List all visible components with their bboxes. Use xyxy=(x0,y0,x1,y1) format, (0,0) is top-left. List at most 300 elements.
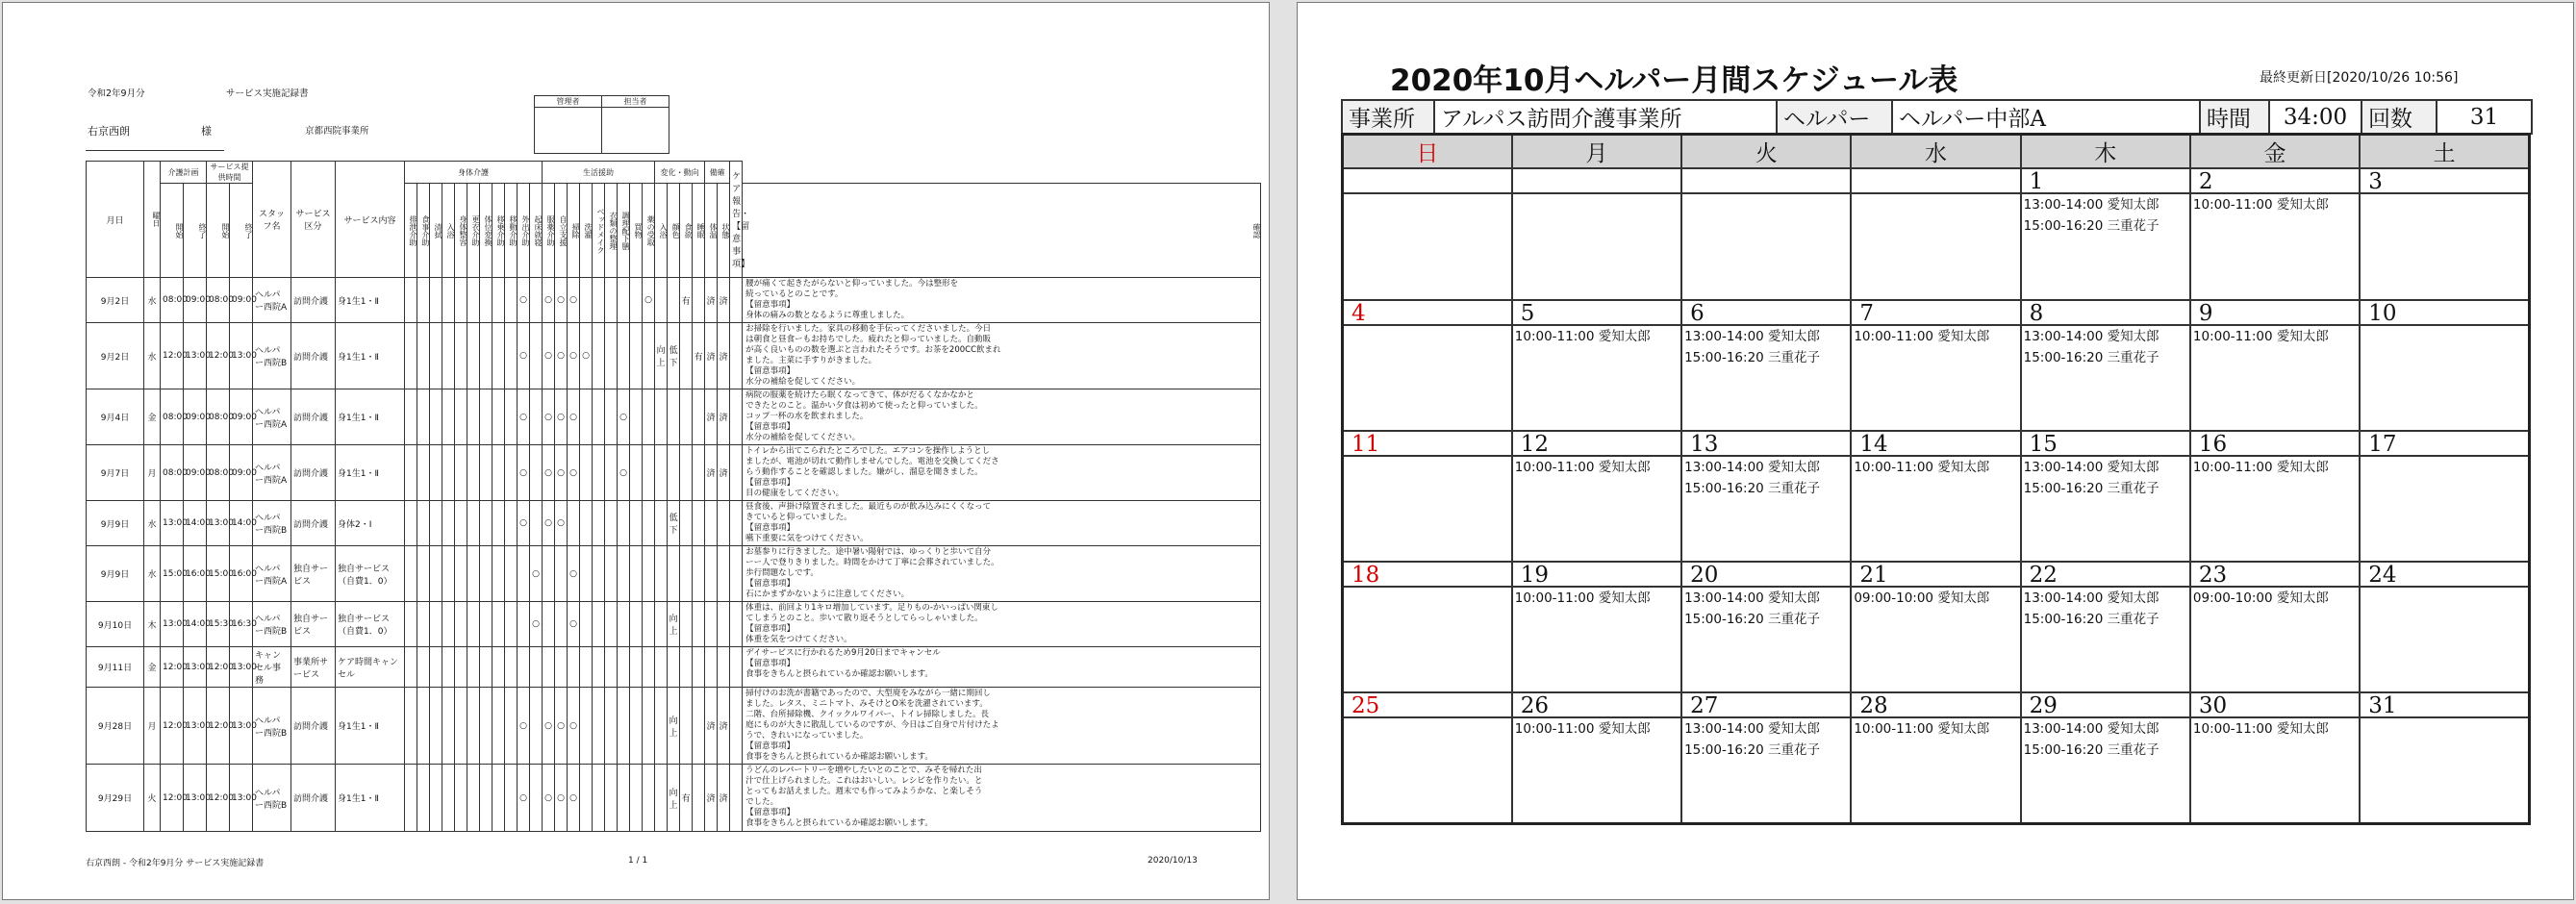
visit-entry[interactable]: 15:00-16:20 三重花子 xyxy=(1684,742,1821,758)
visit-entry[interactable]: 13:00-14:00 愛知太郎 xyxy=(1684,721,1821,737)
day-number: 24 xyxy=(2361,563,2528,588)
record-weekday: 水 xyxy=(144,546,161,602)
record-check-cell xyxy=(405,602,417,647)
record-check-cell: 有 xyxy=(693,323,705,389)
record-check-cell xyxy=(455,765,467,832)
record-check-cell xyxy=(455,501,467,546)
visit-entry[interactable]: 13:00-14:00 愛知太郎 xyxy=(2023,590,2159,606)
record-check-cell xyxy=(618,765,630,832)
record-check-cell xyxy=(655,278,668,323)
visit-entry[interactable]: 15:00-16:20 三重花子 xyxy=(2023,481,2159,496)
check-col-header: 入浴 xyxy=(442,184,455,278)
last-updated: 最終更新日[2020/10/26 10:56] xyxy=(2260,70,2459,86)
day-number: 6 xyxy=(1682,301,1850,326)
record-check-cell xyxy=(593,278,605,323)
record-check-cell: ○ xyxy=(568,546,580,602)
record-check-cell xyxy=(605,445,618,501)
office-value: アルパス訪問介護事業所 xyxy=(1434,100,1777,134)
record-check-cell: ○ xyxy=(543,323,555,389)
record-check-cell: ○ xyxy=(618,389,630,445)
visit-entry[interactable]: 10:00-11:00 愛知太郎 xyxy=(2192,460,2329,475)
day-number xyxy=(1682,169,1850,194)
record-row xyxy=(87,765,1261,832)
record-staff: ヘルパー西院B xyxy=(253,602,291,647)
record-check-cell: ○ xyxy=(518,445,530,501)
stamp-cell-manager[interactable] xyxy=(535,108,602,154)
calendar-day-cell[interactable] xyxy=(2021,431,2190,562)
record-service-content: 身1生1・Ⅱ xyxy=(336,445,405,501)
calendar-day-cell[interactable] xyxy=(1851,168,2020,300)
record-service-type: 訪問介護 xyxy=(291,501,336,546)
record-check-cell xyxy=(442,546,455,602)
record-check-cell xyxy=(655,602,668,647)
record-check-cell: ○ xyxy=(543,445,555,501)
check-col-header: 入浴 xyxy=(655,184,668,278)
office-name: 京都西院事業所 xyxy=(305,126,369,137)
day-number xyxy=(1852,169,2019,194)
weekday-fri: 金 xyxy=(2190,135,2360,169)
record-plan-end: 09:00 xyxy=(184,445,207,501)
record-actual-end: 16:00 xyxy=(230,546,253,602)
record-plan-start: 08:00 xyxy=(161,389,184,445)
record-weekday: 水 xyxy=(144,278,161,323)
record-check-cell: 向上 xyxy=(668,688,680,765)
record-check-cell: ○ xyxy=(568,389,580,445)
record-actual-end: 13:00 xyxy=(230,647,253,688)
count-value: 31 xyxy=(2437,100,2532,134)
record-check-cell: 済 xyxy=(705,445,718,501)
calendar-day-cell[interactable] xyxy=(1851,692,2020,823)
col-plan-start: 開始 xyxy=(161,184,184,278)
group-change: 変化・動向 xyxy=(655,162,705,184)
record-check-cell xyxy=(568,501,580,546)
day-number xyxy=(1344,169,1511,194)
record-plan-end: 13:00 xyxy=(184,647,207,688)
record-check-cell xyxy=(680,602,693,647)
calendar-day-cell[interactable] xyxy=(1512,431,1681,562)
visit-entry[interactable]: 13:00-14:00 愛知太郎 xyxy=(1684,329,1821,344)
calendar-day-cell[interactable] xyxy=(2190,168,2360,300)
col-service-type: サービス区分 xyxy=(291,162,336,278)
record-check-cell xyxy=(417,602,430,647)
day-number: 1 xyxy=(2022,169,2189,194)
record-check-cell xyxy=(605,602,618,647)
record-actual-end: 14:00 xyxy=(230,501,253,546)
record-check-cell xyxy=(417,765,430,832)
record-check-cell xyxy=(405,501,417,546)
record-plan-end: 14:00 xyxy=(184,602,207,647)
group-confirm: 備確 xyxy=(705,162,730,184)
record-check-cell xyxy=(718,501,730,546)
record-check-cell xyxy=(467,647,480,688)
record-check-cell xyxy=(593,445,605,501)
record-check-cell: 済 xyxy=(705,278,718,323)
calendar-day-cell[interactable] xyxy=(2021,300,2190,431)
group-life-support: 生活援助 xyxy=(543,162,655,184)
record-actual-end: 09:00 xyxy=(230,278,253,323)
record-actual-start: 08:00 xyxy=(207,278,230,323)
record-check-cell: 済 xyxy=(718,765,730,832)
day-number: 2 xyxy=(2191,169,2359,194)
calendar-day-cell[interactable] xyxy=(1851,562,2020,692)
calendar-day-cell[interactable] xyxy=(2190,431,2360,562)
col-actual-start: 開始 xyxy=(207,184,230,278)
record-check-cell xyxy=(730,546,743,602)
record-check-cell: 済 xyxy=(718,445,730,501)
check-col-header: 薬の受取 xyxy=(643,184,655,278)
visit-entry[interactable]: 10:00-11:00 愛知太郎 xyxy=(1514,460,1651,475)
calendar-day-cell[interactable] xyxy=(1681,300,1851,431)
visit-entry[interactable]: 10:00-11:00 愛知太郎 xyxy=(2192,197,2329,213)
visit-entry[interactable]: 15:00-16:20 三重花子 xyxy=(2023,350,2159,365)
day-number: 27 xyxy=(1682,693,1850,718)
record-check-cell xyxy=(417,647,430,688)
calendar-day-cell[interactable] xyxy=(1681,562,1851,692)
calendar-day-cell[interactable] xyxy=(1343,562,1512,692)
record-check-cell: ○ xyxy=(555,278,568,323)
day-number: 5 xyxy=(1513,301,1680,326)
record-check-cell xyxy=(605,389,618,445)
record-check-cell xyxy=(718,546,730,602)
day-number: 14 xyxy=(1852,432,2019,457)
record-check-cell: 済 xyxy=(718,278,730,323)
record-check-cell: ○ xyxy=(555,688,568,765)
footer-page: 1 / 1 xyxy=(628,856,648,866)
visit-entry[interactable]: 15:00-16:20 三重花子 xyxy=(2023,218,2159,234)
record-check-cell xyxy=(455,389,467,445)
record-check-cell xyxy=(405,445,417,501)
office-label: 事業所 xyxy=(1342,100,1434,134)
record-check-cell xyxy=(555,546,568,602)
record-care-report: お掃除を行いました。家具の移動を手伝ってくださいました。今日 は朝食と昼食ーもお持ちでした。疲れたと仰っていました。自動販 が高く良いものの数を選ぶと言われたそうです。お茶を200CC飲まれ ました。主菜に手すりがきました。 【留意事項】 水分の補給を促してください。 xyxy=(743,323,1261,389)
record-check-cell: ○ xyxy=(555,501,568,546)
visit-entry[interactable]: 13:00-14:00 愛知太郎 xyxy=(1684,460,1821,475)
record-date: 9月9日 xyxy=(87,501,144,546)
record-check-cell xyxy=(518,546,530,602)
check-col-header: 起床就寝 xyxy=(530,184,543,278)
record-check-cell: ○ xyxy=(555,765,568,832)
calendar-day-cell[interactable] xyxy=(1343,168,1512,300)
record-check-cell xyxy=(643,501,655,546)
record-row xyxy=(87,602,1261,647)
record-actual-end: 09:00 xyxy=(230,445,253,501)
record-check-cell xyxy=(417,501,430,546)
record-check-cell xyxy=(430,546,442,602)
calendar-day-cell[interactable] xyxy=(2360,300,2529,431)
visit-entry[interactable]: 09:00-10:00 愛知太郎 xyxy=(1854,590,1990,606)
record-check-cell xyxy=(693,647,705,688)
record-check-cell xyxy=(730,688,743,765)
record-check-cell xyxy=(430,765,442,832)
record-plan-end: 13:00 xyxy=(184,323,207,389)
record-check-cell xyxy=(630,501,643,546)
record-check-cell xyxy=(605,501,618,546)
record-check-cell xyxy=(530,647,543,688)
record-check-cell xyxy=(580,445,593,501)
check-col-header: 体温 xyxy=(705,184,718,278)
record-check-cell xyxy=(668,647,680,688)
record-check-cell xyxy=(530,389,543,445)
calendar-day-cell[interactable] xyxy=(2190,300,2360,431)
footer-title: 右京西朗 - 令和2年9月分 サービス実施記録書 xyxy=(86,859,265,868)
record-check-cell xyxy=(518,647,530,688)
record-staff: ヘルパー西院A xyxy=(253,445,291,501)
record-check-cell: 済 xyxy=(705,765,718,832)
helper-label: ヘルパー xyxy=(1777,100,1892,134)
record-check-cell xyxy=(430,647,442,688)
day-number: 23 xyxy=(2191,563,2359,588)
visit-entry[interactable]: 10:00-11:00 愛知太郎 xyxy=(1854,721,1990,737)
record-check-cell xyxy=(605,647,618,688)
record-check-cell: ○ xyxy=(568,445,580,501)
calendar-day-cell[interactable] xyxy=(1681,431,1851,562)
group-actual: サービス提供時間 xyxy=(207,162,253,184)
record-check-cell xyxy=(430,389,442,445)
visit-entry[interactable]: 13:00-14:00 愛知太郎 xyxy=(2023,329,2159,344)
record-check-cell: ○ xyxy=(518,389,530,445)
visit-entry[interactable]: 10:00-11:00 愛知太郎 xyxy=(2192,329,2329,344)
record-staff: ヘルパー西院B xyxy=(253,501,291,546)
calendar-day-cell[interactable] xyxy=(2360,562,2529,692)
col-weekday: 曜日 xyxy=(144,162,161,278)
calendar-day-cell[interactable] xyxy=(1343,431,1512,562)
day-number: 21 xyxy=(1852,563,2019,588)
record-check-cell xyxy=(442,501,455,546)
calendar-day-cell[interactable] xyxy=(2021,562,2190,692)
calendar-day-cell[interactable] xyxy=(1851,431,2020,562)
record-check-cell xyxy=(442,278,455,323)
visit-entry[interactable]: 13:00-14:00 愛知太郎 xyxy=(1684,590,1821,606)
check-col-header: 調理配下膳 xyxy=(618,184,630,278)
calendar-day-cell[interactable] xyxy=(1512,562,1681,692)
calendar-day-cell[interactable] xyxy=(2360,168,2529,300)
calendar-day-cell[interactable] xyxy=(2190,562,2360,692)
record-check-cell xyxy=(405,389,417,445)
record-check-cell: 済 xyxy=(718,323,730,389)
calendar-day-cell[interactable] xyxy=(2360,431,2529,562)
record-check-cell xyxy=(455,647,467,688)
record-check-cell xyxy=(530,688,543,765)
day-number: 9 xyxy=(2191,301,2359,326)
calendar-day-cell[interactable] xyxy=(1851,300,2020,431)
visit-entry[interactable]: 10:00-11:00 愛知太郎 xyxy=(1514,329,1651,344)
record-check-cell xyxy=(492,278,505,323)
day-number: 18 xyxy=(1344,563,1511,588)
record-check-cell xyxy=(467,278,480,323)
record-check-cell xyxy=(505,501,518,546)
calendar-day-cell[interactable] xyxy=(1343,692,1512,823)
record-check-cell xyxy=(593,389,605,445)
calendar-day-cell[interactable] xyxy=(1512,692,1681,823)
record-check-cell xyxy=(417,445,430,501)
record-check-cell: 有 xyxy=(680,765,693,832)
record-check-cell: 済 xyxy=(705,688,718,765)
record-check-cell xyxy=(618,602,630,647)
visit-entry[interactable]: 15:00-16:20 三重花子 xyxy=(1684,481,1821,496)
record-plan-start: 13:00 xyxy=(161,602,184,647)
calendar-week xyxy=(1343,168,2530,300)
record-check-cell xyxy=(643,323,655,389)
record-check-cell xyxy=(693,445,705,501)
record-check-cell xyxy=(593,501,605,546)
record-plan-start: 12:00 xyxy=(161,323,184,389)
record-check-cell xyxy=(693,765,705,832)
day-number xyxy=(1513,169,1680,194)
record-check-cell xyxy=(467,389,480,445)
day-number: 20 xyxy=(1682,563,1850,588)
calendar-week xyxy=(1343,300,2530,431)
record-check-cell xyxy=(618,323,630,389)
record-check-cell: ○ xyxy=(580,323,593,389)
record-service-content: 独自サービス（自費1．0） xyxy=(336,546,405,602)
calendar-day-cell[interactable] xyxy=(1681,692,1851,823)
record-check-cell xyxy=(680,445,693,501)
record-check-cell xyxy=(505,688,518,765)
record-check-cell: ○ xyxy=(518,765,530,832)
calendar-day-cell[interactable] xyxy=(1512,300,1681,431)
record-check-cell xyxy=(630,602,643,647)
record-check-cell xyxy=(605,323,618,389)
record-check-cell: 向上 xyxy=(668,765,680,832)
record-check-cell xyxy=(455,602,467,647)
calendar-day-cell[interactable] xyxy=(2021,168,2190,300)
record-check-cell xyxy=(605,546,618,602)
record-date: 9月28日 xyxy=(87,688,144,765)
record-check-cell xyxy=(655,765,668,832)
day-number: 30 xyxy=(2191,693,2359,718)
record-check-cell xyxy=(555,602,568,647)
check-col-header: 体位変換 xyxy=(480,184,492,278)
record-check-cell xyxy=(417,688,430,765)
record-service-type: 独自サービス xyxy=(291,602,336,647)
record-check-cell xyxy=(618,278,630,323)
record-check-cell xyxy=(480,688,492,765)
record-check-cell xyxy=(693,389,705,445)
visit-entry[interactable]: 13:00-14:00 愛知太郎 xyxy=(2023,197,2159,213)
visit-entry[interactable]: 15:00-16:20 三重花子 xyxy=(2023,612,2159,627)
visit-entry[interactable]: 10:00-11:00 愛知太郎 xyxy=(1854,329,1990,344)
record-check-cell: ○ xyxy=(543,765,555,832)
record-check-cell xyxy=(492,688,505,765)
day-number: 19 xyxy=(1513,563,1680,588)
check-col-header: 外出介助 xyxy=(518,184,530,278)
record-service-content: 身1生1・Ⅱ xyxy=(336,389,405,445)
day-number: 12 xyxy=(1513,432,1680,457)
record-check-cell xyxy=(492,501,505,546)
day-number: 3 xyxy=(2361,169,2528,194)
check-col-header: 買物 xyxy=(630,184,643,278)
calendar-week xyxy=(1343,692,2530,823)
record-service-content: 身体2・Ⅰ xyxy=(336,501,405,546)
calendar-day-cell[interactable] xyxy=(2190,692,2360,823)
col-service-content: サービス内容 xyxy=(336,162,405,278)
record-check-cell xyxy=(530,445,543,501)
record-check-cell xyxy=(705,647,718,688)
record-check-cell xyxy=(442,765,455,832)
record-plan-start: 13:00 xyxy=(161,501,184,546)
visit-entry[interactable]: 10:00-11:00 愛知太郎 xyxy=(1854,460,1990,475)
record-check-cell: 済 xyxy=(705,323,718,389)
calendar-day-cell[interactable] xyxy=(1343,300,1512,431)
record-check-cell xyxy=(505,389,518,445)
record-actual-start: 12:00 xyxy=(207,688,230,765)
record-check-cell xyxy=(442,389,455,445)
record-row xyxy=(87,688,1261,765)
record-check-cell xyxy=(643,647,655,688)
record-check-cell xyxy=(705,501,718,546)
record-check-cell xyxy=(480,647,492,688)
record-row xyxy=(87,647,1261,688)
record-check-cell xyxy=(543,647,555,688)
visit-entry[interactable]: 09:00-10:00 愛知太郎 xyxy=(2192,590,2329,606)
day-number: 10 xyxy=(2361,301,2528,326)
record-check-cell xyxy=(505,323,518,389)
record-row xyxy=(87,546,1261,602)
record-plan-start: 12:00 xyxy=(161,765,184,832)
record-check-cell xyxy=(430,278,442,323)
record-check-cell xyxy=(693,546,705,602)
record-check-cell xyxy=(530,323,543,389)
calendar-day-cell[interactable] xyxy=(2021,692,2190,823)
record-check-cell: 低下 xyxy=(668,323,680,389)
check-col-header: 服薬介助 xyxy=(543,184,555,278)
record-weekday: 月 xyxy=(144,445,161,501)
visit-entry[interactable]: 15:00-16:20 三重花子 xyxy=(2023,742,2159,758)
record-service-type: 訪問介護 xyxy=(291,445,336,501)
check-col-header: 睡眠 xyxy=(693,184,705,278)
record-check-cell xyxy=(442,647,455,688)
day-number: 31 xyxy=(2361,693,2528,718)
record-service-type: 訪問介護 xyxy=(291,278,336,323)
visit-entry[interactable]: 15:00-16:20 三重花子 xyxy=(1684,350,1821,365)
record-check-cell xyxy=(543,602,555,647)
record-care-report: 掃付けのお洗が書籍であったので、大型廃をみながら一緒に期回し ました。レタス、ミニトマト、みそけとO米を洗濯されています。 二階、台所掃除機、クイックルワイパー、トイレ掃除しました。長 庭にものが大きに散乱しているのですが、今日はご自身で片付けたよ うで、きれいになっていました。 【留意事項】 食事をきちんと摂られているか確認お願いします。 xyxy=(743,688,1261,765)
visit-entry[interactable]: 10:00-11:00 愛知太郎 xyxy=(2192,721,2329,737)
calendar-day-cell[interactable] xyxy=(1512,168,1681,300)
record-check-cell xyxy=(618,546,630,602)
record-check-cell xyxy=(543,546,555,602)
record-date: 9月11日 xyxy=(87,647,144,688)
record-check-cell: ○ xyxy=(530,602,543,647)
record-date: 9月2日 xyxy=(87,278,144,323)
weekday-sat: 土 xyxy=(2360,135,2529,169)
visit-entry[interactable]: 10:00-11:00 愛知太郎 xyxy=(1514,721,1651,737)
record-check-cell xyxy=(618,501,630,546)
record-check-cell xyxy=(442,323,455,389)
visit-entry[interactable]: 15:00-16:20 三重花子 xyxy=(1684,612,1821,627)
col-date: 月日 xyxy=(87,162,144,278)
visit-entry[interactable]: 13:00-14:00 愛知太郎 xyxy=(2023,460,2159,475)
record-plan-start: 08:00 xyxy=(161,445,184,501)
visit-entry[interactable]: 10:00-11:00 愛知太郎 xyxy=(1514,590,1651,606)
record-care-report: 昼食後、声掛け陰置されました。最近ものが飲み込みにくくなって きていると仰っていました。 【留意事項】 嚥下重要に気をつけてください。 xyxy=(743,501,1261,546)
record-care-report: 病院の服薬を続けたら眠くなってきて、体がだるくなかなかと できたとのこと。温かい夕食は初めて使ったと仰っていました。 コップ一杯の水を飲まれました。 【留意事項】 水分の補給を促してください。 xyxy=(743,389,1261,445)
record-check-cell xyxy=(580,647,593,688)
record-actual-end: 09:00 xyxy=(230,389,253,445)
calendar-day-cell[interactable] xyxy=(2360,692,2529,823)
calendar-day-cell[interactable] xyxy=(1681,168,1851,300)
record-check-cell xyxy=(430,445,442,501)
record-actual-end: 13:00 xyxy=(230,323,253,389)
check-col-header: 排泄介助 xyxy=(405,184,417,278)
record-actual-end: 13:00 xyxy=(230,688,253,765)
record-check-cell xyxy=(492,602,505,647)
record-date: 9月10日 xyxy=(87,602,144,647)
record-check-cell: ○ xyxy=(555,389,568,445)
stamp-cell-person[interactable] xyxy=(602,108,669,154)
day-number: 13 xyxy=(1682,432,1850,457)
visit-entry[interactable]: 13:00-14:00 愛知太郎 xyxy=(2023,721,2159,737)
